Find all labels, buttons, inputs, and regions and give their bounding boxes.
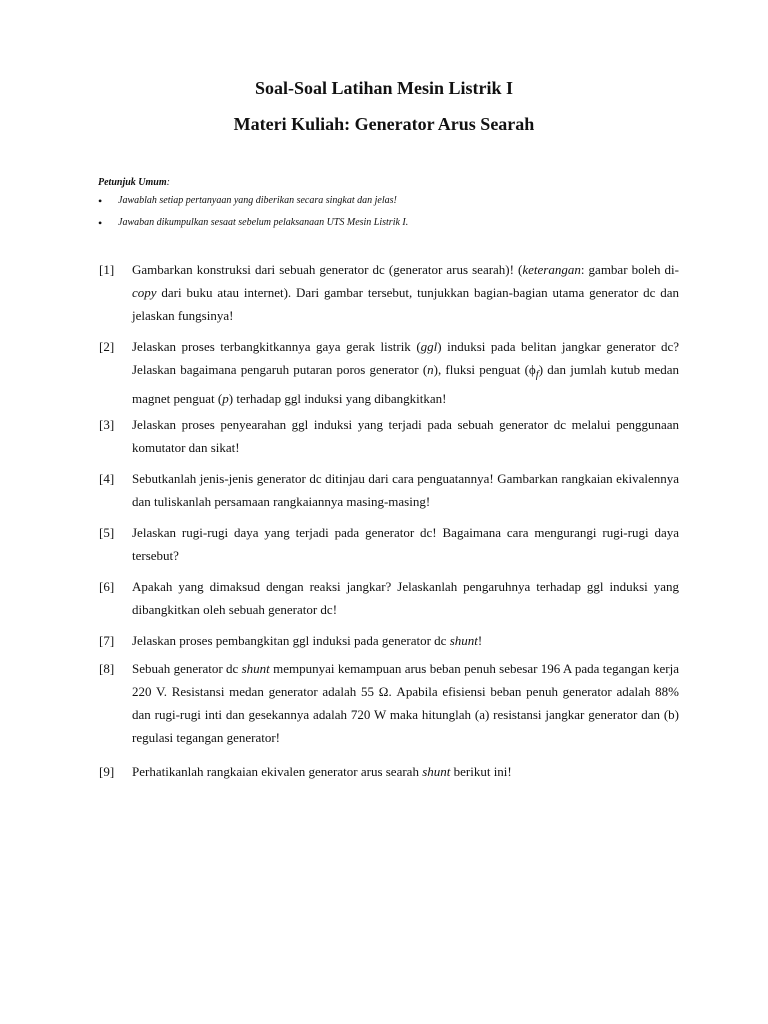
q9-text-b: berikut ini! (450, 764, 512, 779)
q9-italic-shunt: shunt (422, 764, 451, 779)
q8-text-b: mempunyai kemampuan arus beban penuh sebesar 196 A pada tegangan kerja 220 V. Resistansi medan generator adalah 55 Ω. Apabila efisiensi beban penuh generator adalah 88% dan rugi-rugi inti dan gesekannya adalah 720 W maka hitunglah (a) resistansi jangkar generator dan (b) regulasi tegangan generator! (132, 661, 679, 745)
q7-text-b: ! (477, 633, 483, 648)
question-text: Jelaskan rugi-rugi daya yang terjadi pada generator dc! Bagaimana cara mengurangi rugi-rugi daya tersebut? (132, 525, 679, 563)
instruction-text: Jawaban dikumpulkan sesaat sebelum pelaksanaan UTS Mesin Listrik I. (118, 217, 409, 228)
q8-text-a: Sebuah generator dc (132, 661, 242, 676)
question-text (132, 629, 679, 652)
q1-italic-keterangan: keterangan (522, 262, 581, 277)
q2-text-a: Jelaskan proses terbangkitkannya gaya gerak listrik ( (132, 339, 421, 354)
question-number: [5] (99, 525, 115, 540)
question-5 (99, 521, 679, 567)
question-text: Sebutkanlah jenis-jenis generator dc ditinjau dari cara penguatannya! Gambarkan rangkaian ekivalennya dan tuliskanlah persamaan rangkaiannya masing-masing! (132, 471, 679, 509)
q2-italic-p: p (222, 390, 229, 406)
question-number: [7] (99, 633, 115, 648)
instructions-list (98, 195, 408, 239)
q2-phi-subscript: f (535, 368, 539, 381)
question-6 (99, 575, 679, 621)
question-1 (99, 258, 679, 327)
question-text (132, 760, 679, 783)
q7-text-a: Jelaskan proses pembangkitan ggl induksi pada generator dc (132, 633, 450, 648)
question-text (132, 657, 679, 749)
question-number: [8] (99, 661, 115, 676)
title-line-2: Materi Kuliah: Generator Arus Searah (233, 114, 535, 134)
q7-italic-shunt: shunt (449, 633, 478, 648)
question-number: [2] (99, 339, 115, 354)
title-line-1: Soal-Soal Latihan Mesin Listrik I (254, 78, 514, 98)
q2-italic-ggl: ggl (420, 339, 438, 354)
question-4 (99, 467, 679, 513)
question-number: [9] (99, 764, 115, 779)
bullet-icon: • (98, 194, 103, 208)
bullet-icon: • (98, 216, 103, 230)
question-3 (99, 413, 679, 459)
q8-italic-shunt: shunt (241, 661, 270, 676)
question-8 (99, 657, 679, 749)
question-number: [3] (99, 417, 115, 432)
question-9 (99, 760, 679, 783)
q2-italic-n: n (427, 362, 434, 377)
q9-text-a: Perhatikanlah rangkaian ekivalen generator arus searah (132, 764, 423, 779)
question-text (132, 258, 679, 327)
q2-text-e: ) terhadap ggl induksi yang dibangkitkan! (228, 390, 447, 406)
q1-italic-copy: copy (132, 285, 157, 300)
q1-text-b: : gambar boleh di- (580, 262, 679, 277)
instruction-item (98, 195, 408, 217)
question-number: [1] (99, 262, 115, 277)
instructions-heading (98, 177, 170, 188)
question-number: [6] (99, 579, 115, 594)
question-2 (99, 335, 679, 410)
question-text: Apakah yang dimaksud dengan reaksi jangkar? Jelaskanlah pengaruhnya terhadap ggl induksi yang dibangkitkan oleh sebuah generator dc! (132, 579, 679, 617)
question-text: Jelaskan proses penyearahan ggl induksi yang terjadi pada sebuah generator dc melalui penggunaan komutator dan sikat! (132, 417, 679, 455)
q2-text-d: ) dan jumlah kutub medan magnet penguat ( (132, 362, 680, 406)
question-7 (99, 629, 679, 652)
instruction-text: Jawablah setiap pertanyaan yang diberikan secara singkat dan jelas! (118, 195, 397, 206)
instructions-colon: : (166, 177, 170, 188)
q1-text-a: Gambarkan konstruksi dari sebuah generator dc (generator arus searah)! ( (132, 262, 523, 277)
q2-phi-symbol: ϕ (528, 362, 536, 377)
question-number: [4] (99, 471, 115, 486)
q2-text-b: ) induksi pada belitan jangkar generator dc? Jelaskan bagaimana pengaruh putaran poros generator ( (132, 339, 679, 377)
instruction-item (98, 217, 408, 239)
question-text (132, 335, 679, 410)
instructions-label: Petunjuk Umum (98, 177, 167, 188)
q2-text-c: ), fluksi penguat ( (433, 362, 529, 377)
q1-text-c: dari buku atau internet). Dari gambar tersebut, tunjukkan bagian-bagian utama generator dc dan jelaskan fungsinya! (132, 285, 679, 323)
